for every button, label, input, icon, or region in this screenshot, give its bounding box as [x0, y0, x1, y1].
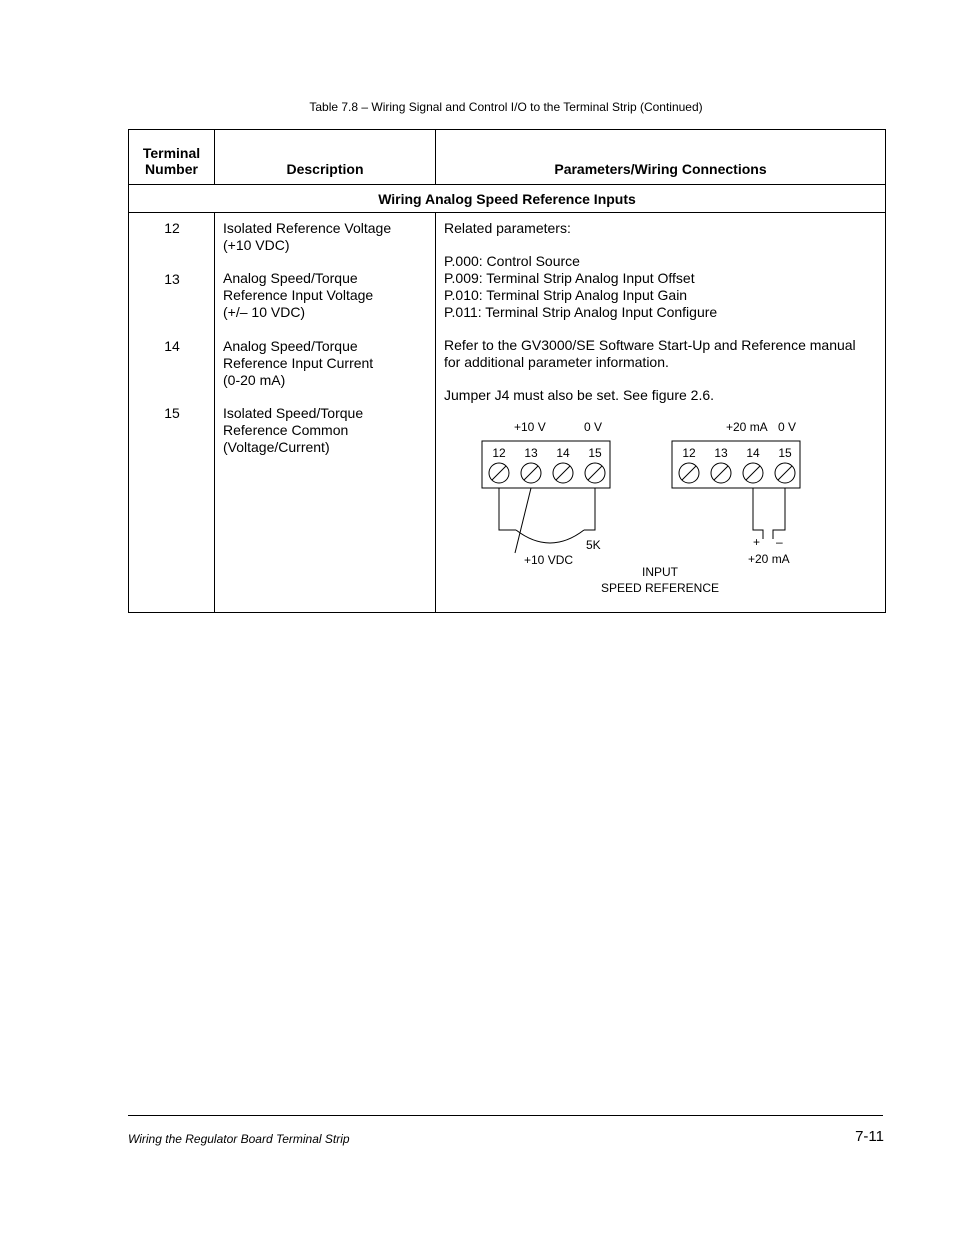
description-line: Reference Input Voltage [223, 287, 374, 303]
right-label-20ma: +20 mA [726, 420, 768, 434]
parameters-cell [436, 213, 886, 613]
header-row [129, 130, 886, 185]
refer-line: Refer to the GV3000/SE Software Start-Up and Reference manual [444, 337, 856, 353]
page-number: 7-11 [855, 1128, 884, 1145]
right-bottom-label: +20 mA [748, 552, 790, 566]
description-entry [223, 220, 423, 254]
left-label-10v: +10 V [514, 420, 546, 434]
description-line: (0-20 mA) [223, 372, 286, 388]
description-line: Isolated Speed/Torque [223, 405, 364, 421]
related-parameters-label: Related parameters: [444, 220, 571, 236]
footer-rule [128, 1115, 883, 1116]
terminal-label: 15 [588, 446, 602, 460]
terminal-label: 13 [524, 446, 538, 460]
section-row [129, 185, 886, 213]
wiring-table [128, 129, 886, 613]
description-line: Analog Speed/Torque [223, 338, 358, 354]
terminal-number: 15 [164, 405, 180, 421]
terminal-label: 14 [746, 446, 760, 460]
terminal-label: 12 [682, 446, 696, 460]
refer-line: for additional parameter information. [444, 354, 669, 370]
description-entry [223, 338, 423, 389]
terminal-number: 13 [164, 271, 180, 287]
header-terminal-line2: Number [145, 161, 198, 177]
header-terminal-number [129, 130, 215, 185]
jumper-note: Jumper J4 must also be set. See figure 2.6. [444, 387, 715, 403]
header-description: Description [215, 130, 436, 185]
parameter-line: P.000: Control Source [444, 253, 580, 269]
terminal-number: 14 [164, 338, 180, 354]
parameter-line: P.010: Terminal Strip Analog Input Gain [444, 287, 688, 303]
description-cell [215, 213, 436, 613]
terminal-number-cell [129, 213, 215, 613]
description-line: Analog Speed/Torque [223, 270, 358, 286]
description-line: Isolated Reference Voltage [223, 220, 392, 236]
description-line: (+/– 10 VDC) [223, 304, 306, 320]
parameter-line: P.009: Terminal Strip Analog Input Offset [444, 270, 695, 286]
footer-title: Wiring the Regulator Board Terminal Strip [128, 1132, 350, 1146]
description-entry [223, 270, 423, 321]
header-terminal-line1: Terminal [142, 145, 201, 161]
center-label-speed-reference: SPEED REFERENCE [600, 581, 720, 595]
minus-sign: – [776, 535, 783, 549]
terminal-label: 14 [556, 446, 570, 460]
left-bottom-label: +10 VDC [524, 553, 574, 567]
table-body-row [129, 213, 886, 613]
description-line: Reference Common [223, 422, 349, 438]
left-label-0v: 0 V [584, 420, 603, 434]
section-title: Wiring Analog Speed Reference Inputs [129, 185, 886, 213]
terminal-label: 13 [714, 446, 728, 460]
right-label-0v: 0 V [778, 420, 797, 434]
terminal-number: 12 [164, 220, 180, 236]
description-line: (Voltage/Current) [223, 439, 330, 455]
parameter-text [444, 220, 856, 404]
terminal-label: 15 [778, 446, 792, 460]
parameter-line: P.011: Terminal Strip Analog Input Configure [444, 304, 718, 320]
description-line: (+10 VDC) [223, 237, 290, 253]
description-entry [223, 405, 423, 456]
wiring-diagram [436, 418, 884, 603]
potentiometer-icon [499, 488, 595, 553]
plus-sign: + [753, 535, 761, 549]
pot-label: 5K [586, 538, 601, 552]
table-caption: Table 7.8 – Wiring Signal and Control I/O to the Terminal Strip (Continued) [309, 100, 703, 114]
terminal-label: 12 [492, 446, 506, 460]
header-parameters: Parameters/Wiring Connections [436, 130, 886, 185]
description-line: Reference Input Current [223, 355, 374, 371]
center-label-input: INPUT [642, 565, 678, 579]
